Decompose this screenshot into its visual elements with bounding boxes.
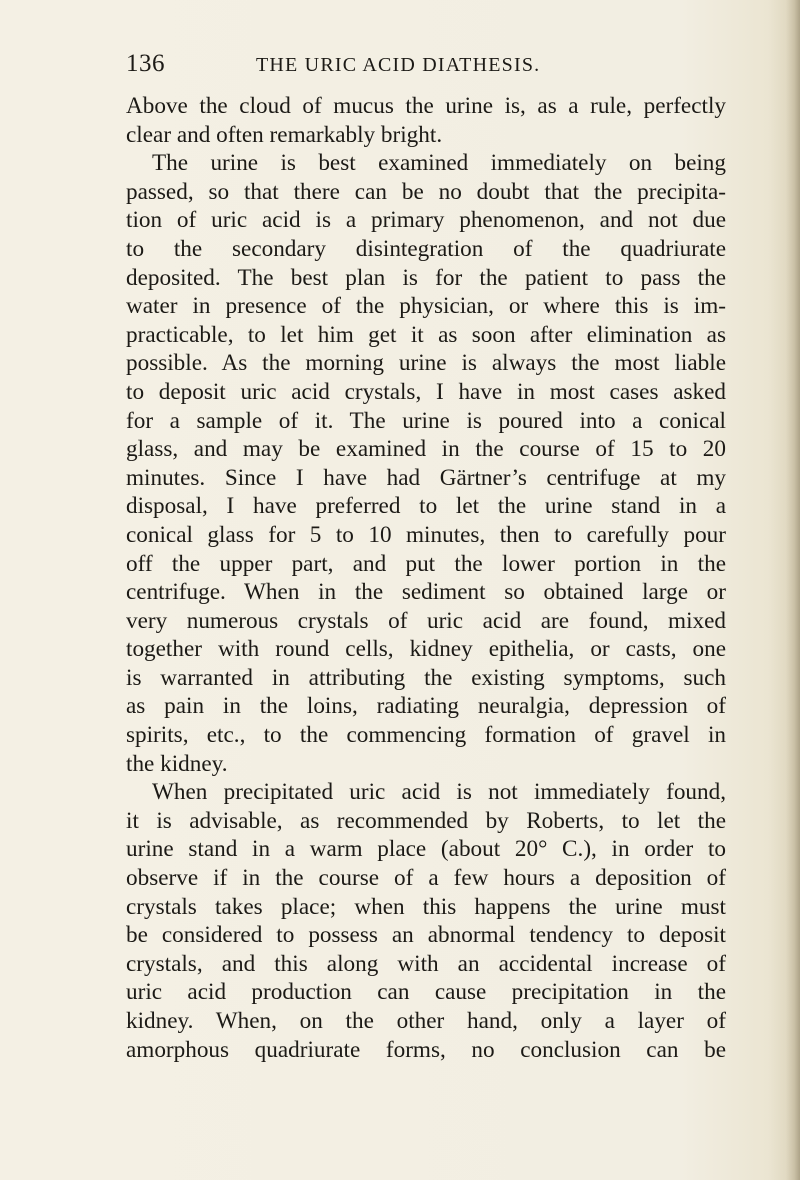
text-line: clear and often remarkably bright. xyxy=(126,121,443,148)
text-line: conical glass for 5 to 10 minutes, then to carefully pour xyxy=(126,521,726,548)
text-line: glass, and may be examined in the course of 15 to 20 xyxy=(126,436,726,463)
text-line: disposal, I have preferred to let the urine stand in a xyxy=(126,493,726,520)
text-line: urine stand in a warm place (about 20° C.), in order to xyxy=(126,836,726,863)
text-line: crystals takes place; when this happens the urine must xyxy=(126,893,726,920)
text-line: amorphous quadriurate forms, no conclusion can be xyxy=(126,1036,726,1063)
text-line: as pain in the loins, radiating neuralgia, depression of xyxy=(126,693,726,720)
text-line: to the secondary disintegration of the quadriurate xyxy=(126,235,726,262)
text-line: very numerous crystals of uric acid are found, mixed xyxy=(126,607,726,634)
text-line: When precipitated uric acid is not immediately found, xyxy=(152,779,726,806)
text-line: passed, so that there can be no doubt that the precipita- xyxy=(126,178,726,205)
text-line: possible. As the morning urine is always the most liable xyxy=(126,350,726,377)
text-line: it is advisable, as recommended by Roberts, to let the xyxy=(126,807,726,834)
text-line: crystals, and this along with an accidental increase of xyxy=(126,950,726,977)
text-line: uric acid production can cause precipitation in the xyxy=(126,979,726,1006)
text-line: deposited. The best plan is for the patient to pass the xyxy=(126,264,726,291)
page-edge-shadow xyxy=(786,0,800,1180)
running-title: THE URIC ACID DIATHESIS. xyxy=(256,54,541,76)
text-line: practicable, to let him get it as soon after elimination as xyxy=(126,321,726,348)
text-line: kidney. When, on the other hand, only a layer of xyxy=(126,1008,726,1034)
text-line: minutes. Since I have had Gärtner’s centrifuge at my xyxy=(126,464,726,491)
text-line: observe if in the course of a few hours a deposition of xyxy=(126,865,726,892)
text-line: to deposit uric acid crystals, I have in most cases asked xyxy=(126,378,726,405)
text-line: the kidney. xyxy=(126,750,228,777)
text-line: spirits, etc., to the commencing formation of gravel in xyxy=(126,722,726,749)
text-line: is warranted in attributing the existing symptoms, such xyxy=(126,664,726,691)
text-line: for a sample of it. The urine is poured into a conical xyxy=(126,407,726,434)
text-line: tion of uric acid is a primary phenomenon, and not due xyxy=(126,207,726,234)
body-text xyxy=(126,92,726,1064)
text-line: Above the cloud of mucus the urine is, as a rule, perfectly xyxy=(126,93,726,119)
text-line: centrifuge. When in the sediment so obtained large or xyxy=(126,579,726,606)
text-line: The urine is best examined immediately on being xyxy=(152,150,726,177)
text-line: together with round cells, kidney epithelia, or casts, one xyxy=(126,636,726,663)
page-number: 136 xyxy=(126,50,165,77)
text-line: off the upper part, and put the lower portion in the xyxy=(126,550,726,577)
text-line: water in presence of the physician, or where this is im- xyxy=(126,293,726,320)
text-line: be considered to possess an abnormal tendency to deposit xyxy=(126,922,726,949)
